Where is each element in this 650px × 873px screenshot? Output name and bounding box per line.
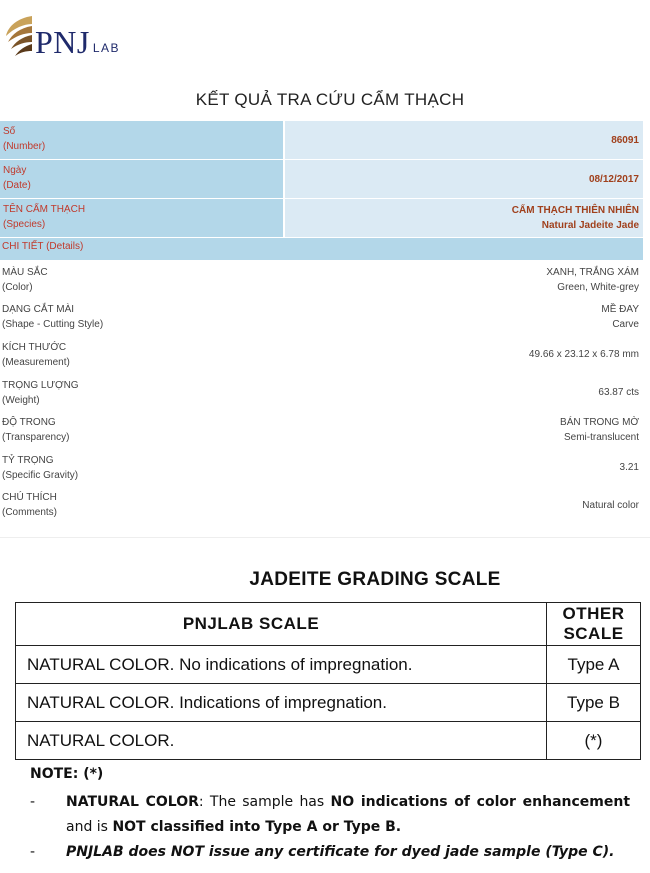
label-vi: MÀU SẮC <box>2 266 48 278</box>
label-en: (Shape - Cutting Style) <box>2 319 104 331</box>
note-item <box>30 840 630 865</box>
note-title: NOTE: (*) <box>30 766 104 782</box>
label-en: (Transparency) <box>2 432 70 444</box>
label-en: (Color) <box>2 281 33 293</box>
value: MỀ ĐAY <box>601 304 639 316</box>
detail-row-weight <box>0 374 643 412</box>
note-emphasis: NATURAL COLOR <box>66 794 199 810</box>
note-emphasis: NO indications of color enhancement <box>330 794 631 810</box>
pnjlab-cell: NATURAL COLOR. <box>16 722 547 760</box>
header-row-number <box>0 121 643 159</box>
value: 3.21 <box>619 462 639 474</box>
column-header-pnjlab: PNJLAB SCALE <box>16 603 547 646</box>
header-row-date <box>0 160 643 198</box>
page-title: KẾT QUẢ TRA CỨU CẨM THẠCH <box>195 90 465 109</box>
value-en: Carve <box>612 319 639 331</box>
value: XANH, TRẮNG XÁM <box>546 266 639 278</box>
bullet-dash: - <box>30 794 36 810</box>
detail-row-measurement <box>0 336 643 374</box>
label-en: (Weight) <box>2 394 40 406</box>
note-section <box>30 766 630 865</box>
label-vi: DẠNG CẮT MÀI <box>2 304 75 316</box>
value: BÁN TRONG MỜ <box>560 417 639 429</box>
value: CẨM THẠCH THIÊN NHIÊN <box>511 205 639 216</box>
table-row <box>16 646 641 684</box>
header-row-species <box>0 199 643 237</box>
label-vi: TÊN CẨM THẠCH <box>3 204 86 215</box>
label-vi: ĐỘ TRONG <box>2 417 56 429</box>
label-en: (Measurement) <box>2 356 70 368</box>
label-en: (Species) <box>3 219 46 230</box>
label-en: (Number) <box>3 141 46 152</box>
value-en: Green, White-grey <box>557 281 639 293</box>
logo-brand: PNJ <box>35 24 90 60</box>
detail-row-shape <box>0 299 643 337</box>
shell-logo-icon <box>4 10 34 58</box>
value-en: Semi-translucent <box>563 432 639 444</box>
detail-row-color <box>0 261 643 299</box>
table-row <box>16 684 641 722</box>
detail-row-comments <box>0 487 643 525</box>
note-text: PNJLAB does NOT issue any certificate for dyed jade sample (Type C). <box>66 844 615 860</box>
label-en: (Comments) <box>2 507 58 519</box>
label-vi: TRỌNG LƯỢNG <box>2 379 79 391</box>
label-vi: Số <box>3 126 16 137</box>
other-cell: Type B <box>547 684 641 722</box>
column-header-other: OTHER SCALE <box>547 603 641 646</box>
label-vi: CHÚ THÍCH <box>2 492 57 504</box>
label-en: (Date) <box>3 180 31 191</box>
detail-row-specific-gravity <box>0 449 643 487</box>
label-vi: Ngày <box>3 165 27 176</box>
label-vi: TỶ TRỌNG <box>2 454 54 466</box>
label-vi: KÍCH THƯỚC <box>2 341 67 353</box>
value: 86091 <box>611 134 639 146</box>
note-item <box>30 790 630 840</box>
note-emphasis: NOT classified into Type A or Type B. <box>112 819 402 835</box>
other-cell: Type A <box>547 646 641 684</box>
report-table <box>0 121 643 524</box>
detail-row-transparency <box>0 411 643 449</box>
pnjlab-cell: NATURAL COLOR. No indications of impregnation. <box>16 646 547 684</box>
other-cell: (*) <box>547 722 641 760</box>
value: 63.87 cts <box>598 387 639 399</box>
note-text: : The sample has <box>198 794 331 810</box>
details-section-header: CHI TIẾT (Details) <box>0 238 643 260</box>
value-en: Natural Jadeite Jade <box>541 220 639 231</box>
grading-scale-table <box>15 602 641 760</box>
label-en: (Specific Gravity) <box>2 469 79 481</box>
value: 49.66 x 23.12 x 6.78 mm <box>528 349 639 361</box>
table-header-row <box>16 603 641 646</box>
table-row <box>16 722 641 760</box>
note-text: and is <box>66 819 113 835</box>
grading-scale-title: JADEITE GRADING SCALE <box>249 569 501 590</box>
value: 08/12/2017 <box>588 173 639 185</box>
pnj-lab-logo <box>4 8 120 58</box>
section-divider <box>0 537 650 538</box>
bullet-dash: - <box>30 844 36 860</box>
value: Natural color <box>582 499 639 511</box>
logo-sub: LAB <box>92 41 121 55</box>
pnjlab-cell: NATURAL COLOR. Indications of impregnation. <box>16 684 547 722</box>
